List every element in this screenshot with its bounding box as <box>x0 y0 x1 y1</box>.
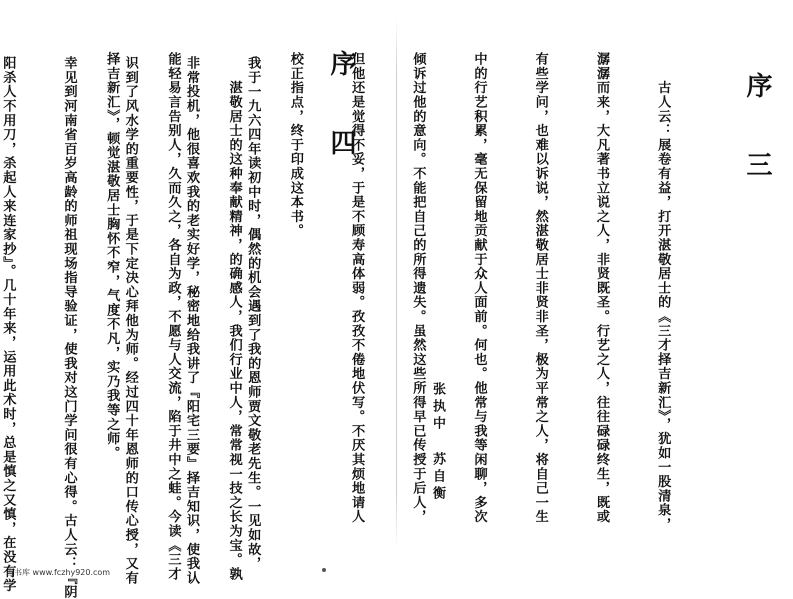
left-page-title: 序 四 <box>326 50 356 178</box>
left-column: 我于一九六四年读初中时，偶然的机会遇到了我的恩师贾文敬老先生。一见如故， <box>245 56 261 571</box>
right-column: 择吉新汇》，顿觉湛敬居士胸怀不窄，气度不凡，实乃我等之师。 <box>104 52 120 461</box>
author-name: 张执中 <box>430 382 445 433</box>
right-column: 校正指点，终于印成这本书。 <box>287 52 303 238</box>
right-column: 湛敬居士的这种奉献精神，的确感人，我们行业中人，常常视一技之长为宝。孰 <box>226 52 242 582</box>
page-mark <box>322 568 326 572</box>
right-column: 古人云：展卷有益，打开湛敬居士的《三才择吉新汇》，犹如一股清泉， <box>655 52 671 532</box>
right-column: 潺潺而来，大凡著书立说之人，非贤既圣。行艺之人，往往碌碌终生，既或 <box>593 52 609 524</box>
right-column: 中的行艺积累，毫无保留地贡献于众人面前。何也。他常与我等闲聊，多次 <box>471 52 487 524</box>
right-column: 倾诉过他的意向。不能把自己的所得遗失。虽然这些所得早已传授于后人， <box>410 52 426 524</box>
left-column: 非常投机，他很喜欢我的老实好学，秘密地给我讲了『阳宅三要』择吉知识，使我认 <box>183 56 199 586</box>
site-footer: 古书库 www.fczhy920.com <box>6 568 111 577</box>
right-column: 能轻易言告别人，久而久之，各自为政，不愿与人交流，陷于井中之蛙。今读《三才 <box>165 52 181 582</box>
right-column: 但他还是觉得不妥，于是不顾寿高体弱。孜孜不倦地伏写。不厌其烦地请人 <box>349 52 365 524</box>
right-column: 有些学问，也难以诉说，然湛敬居士非贤非圣，极为平常之人，将自己一生 <box>532 52 548 524</box>
left-column: 阳杀人不用刀，杀起人来连家抄』。几十年来，运用此术时，总是慎之又慎，在没有学 <box>0 56 16 593</box>
author-name: 苏自衡 <box>430 452 445 503</box>
left-column: 识到了风水学的重要性，于是下定决心拜他为师。经过四十年恩师的口传心授，又有 <box>122 56 138 586</box>
left-column: 幸见到河南省百岁高龄的师祖现场指导验证，使我对这门学问很有心得。古人云：『阴 <box>61 56 77 599</box>
right-page-body <box>60 52 713 582</box>
right-page-title: 序 三 <box>742 72 772 200</box>
